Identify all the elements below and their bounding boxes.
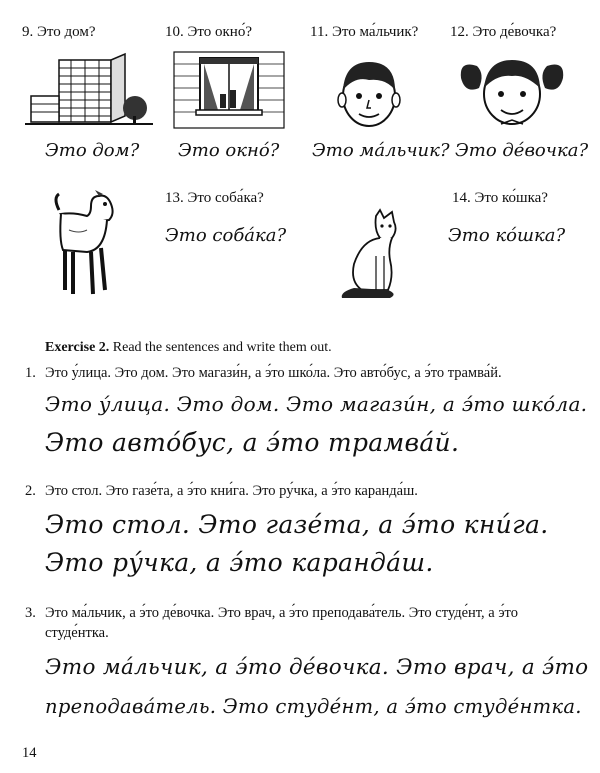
sentence-3-handwritten-line-2: преподава́тель. Это студе́нт, а э́то студе́нтка. bbox=[45, 695, 582, 718]
item-14-caption: 14. Это ко́шка? bbox=[452, 190, 548, 206]
sentence-1-printed: Это у́лица. Это дом. Это магази́н, а э́то шко́ла. Это авто́бус, а э́то трамва́й. bbox=[45, 365, 502, 381]
item-10-caption: 10. Это окно́? bbox=[165, 24, 252, 40]
exercise-label: Exercise 2. bbox=[45, 340, 110, 355]
item-11-handwritten: Это ма́льчик? bbox=[312, 140, 450, 161]
boy-illustration bbox=[325, 50, 415, 130]
sentence-1-handwritten-line-2: Это авто́бус, а э́то трамва́й. bbox=[45, 428, 460, 457]
item-13-handwritten: Это соба́ка? bbox=[165, 225, 287, 246]
sentence-3-printed-line-2: студе́нтка. bbox=[45, 625, 109, 641]
sentence-3-printed-line-1: Это ма́льчик, а э́то де́вочка. Это врач, а э́то преподава́тель. Это студе́нт, а э́то bbox=[45, 605, 518, 621]
building-illustration bbox=[25, 50, 155, 130]
sentence-3-handwritten-line-1: Это ма́льчик, а э́то де́вочка. Это врач, а э́то bbox=[45, 655, 589, 680]
item-11-caption: 11. Это ма́льчик? bbox=[310, 24, 419, 40]
item-9-handwritten: Это дом? bbox=[45, 140, 140, 161]
exercise-heading bbox=[45, 340, 332, 356]
dog-illustration bbox=[45, 190, 130, 302]
sentence-2-handwritten-line-2: Это ру́чка, а э́то каранда́ш. bbox=[45, 548, 434, 577]
sentence-1-number: 1. bbox=[25, 365, 36, 381]
item-9-caption: 9. Это дом? bbox=[22, 24, 96, 40]
item-12-caption: 12. Это де́вочка? bbox=[450, 24, 557, 40]
girl-illustration bbox=[455, 50, 570, 130]
item-10-handwritten: Это окно́? bbox=[178, 140, 280, 161]
sentence-2-handwritten-line-1: Это стол. Это газе́та, а э́то кни́га. bbox=[45, 510, 549, 539]
sentence-3-number: 3. bbox=[25, 605, 36, 621]
cat-illustration bbox=[336, 210, 406, 298]
item-14-handwritten: Это ко́шка? bbox=[448, 225, 566, 246]
sentence-2-number: 2. bbox=[25, 483, 36, 499]
item-13-caption: 13. Это соба́ка? bbox=[165, 190, 264, 206]
item-12-handwritten: Это де́вочка? bbox=[455, 140, 589, 161]
exercise-instruction: Read the sentences and write them out. bbox=[112, 340, 332, 355]
page-number: 14 bbox=[22, 745, 37, 761]
window-illustration bbox=[170, 50, 288, 130]
sentence-1-handwritten-line-1: Это у́лица. Это дом. Это магази́н, а э́то шко́ла. bbox=[45, 392, 588, 416]
sentence-2-printed: Это стол. Это газе́та, а э́то кни́га. Это ру́чка, а э́то каранда́ш. bbox=[45, 483, 418, 499]
